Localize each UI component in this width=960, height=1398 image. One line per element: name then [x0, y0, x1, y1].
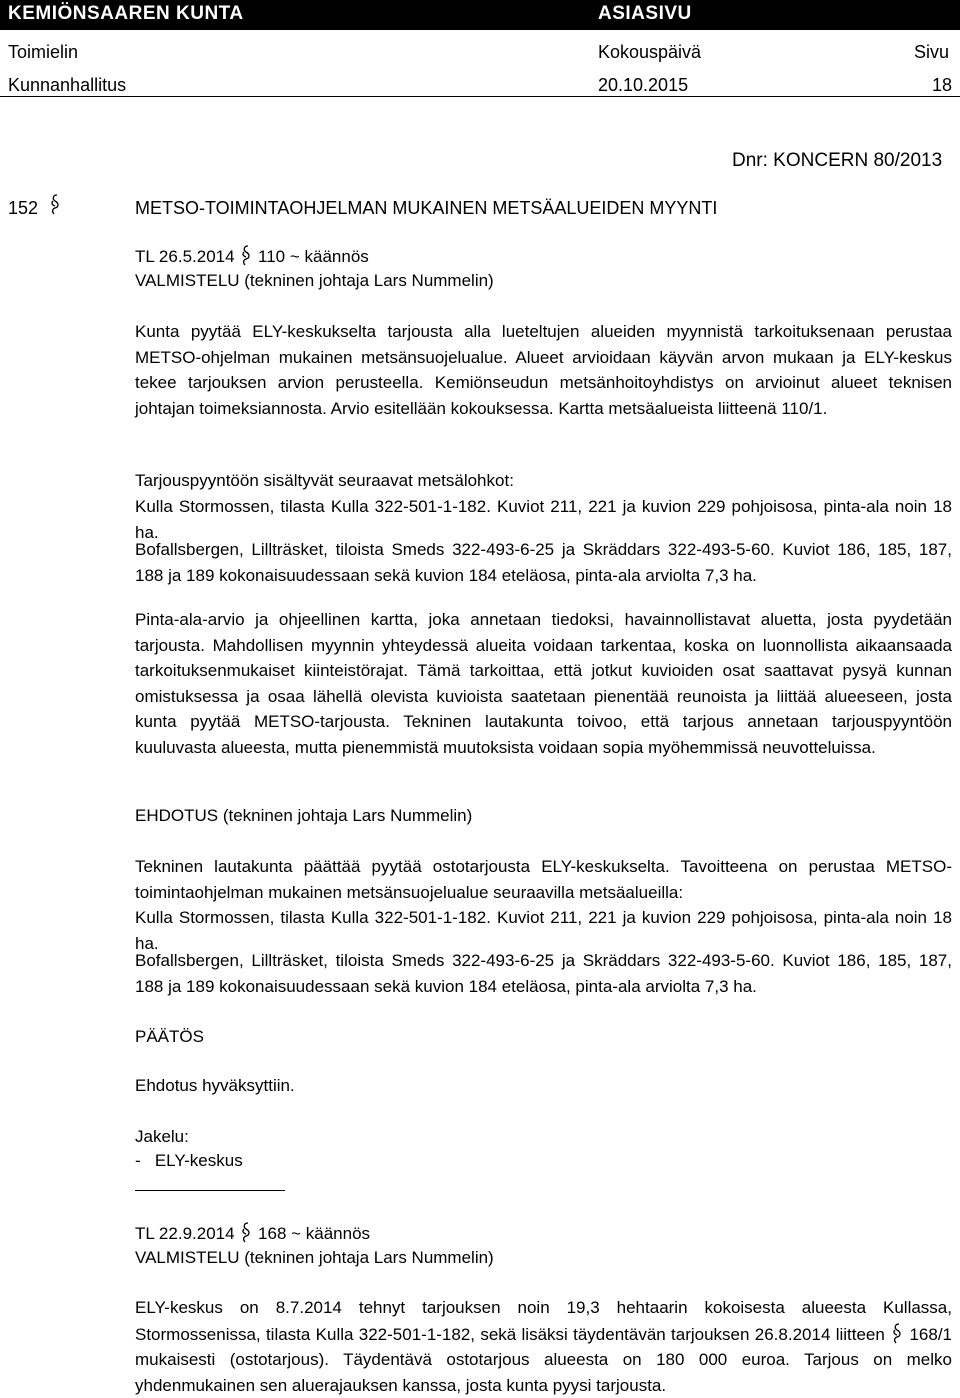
meeting-reference-1 — [135, 243, 369, 270]
area-bofallsbergen: Bofallsbergen, Lillträsket, tiloista Smeds 322-493-6-25 ja Skräddars 322-493-5-60. Kuviot 186, 185, 187, 188 ja 189 kokonaisuudessaan sekä kuvion 184 eteläosa, pinta-ala arviolta 7,3 ha. — [135, 540, 952, 585]
section-sign-icon — [241, 243, 251, 268]
distribution-label: Jakelu: — [135, 1127, 189, 1146]
section-sign-icon — [48, 192, 62, 219]
section-sign-icon — [241, 1220, 251, 1245]
reference-number: 110 ~ käännös — [258, 247, 369, 266]
proposal-text: Tekninen lautakunta päättää pyytää ostotarjousta ELY-keskukselta. Tavoitteena on perustaa METSO-toimintaohjelman mukainen metsänsuojelualue seuraavilla metsäalueilla: — [135, 857, 952, 902]
page-label: Sivu — [914, 42, 950, 62]
preparer-line: VALMISTELU (tekninen johtaja Lars Nummelin) — [135, 271, 494, 290]
offer-text-end: 168/1 mukaisesti (ostotarjous). Täydentävä ostotarjous alueesta on 180 000 euroa. Tarjous on melko yhdenmukainen sen aluerajauksen kanssa, josta kunta pyysi tarjousta. — [135, 1324, 953, 1395]
reference-date: TL 22.9.2014 — [135, 1224, 235, 1243]
dnr: Dnr: KONCERN 80/2013 — [732, 150, 943, 171]
area-bofallsbergen-proposal: Bofallsbergen, Lillträsket, tiloista Smeds 322-493-6-25 ja Skräddars 322-493-5-60. Kuviot 186, 185, 187, 188 ja 189 kokonaisuudessaan sekä kuvion 184 eteläosa, pinta-ala arviolta 7,3 ha. — [135, 951, 952, 996]
header-rule — [0, 96, 960, 97]
separator-line — [135, 1190, 285, 1191]
proposal-heading: EHDOTUS (tekninen johtaja Lars Nummelin) — [135, 806, 473, 825]
body-value: Kunnanhallitus — [8, 75, 127, 95]
item-title: METSO-TOIMINTAOHJELMAN MUKAINEN METSÄALUEIDEN MYYNTI — [135, 198, 718, 218]
paragraph-map: Pinta-ala-arvio ja ohjeellinen kartta, joka annetaan tiedoksi, havainnollistavat aluetta, josta pyydetään tarjousta. Mahdollisen myynnin yhteydessä alueita voidaan tarkentaa, koska on luonnollista aikaansaada tarkoituksenmukaiset kiinteistörajat. Tämä tarkoittaa, että jotkut kuvioiden osat saattavat pysyä kunnan omistuksessa ja osaa lähellä olevista kuvioista saatetaan pienentää reunoista ja liittää alueeseen, josta kunta pyytää METSO-tarjousta. Tekninen lautakunta toivoo, että tarjous annetaan tarjouspyyntöön kuuluvasta alueesta, mutta pienemmistä muutoksista voidaan sopia myöhemmissä neuvotteluissa. — [135, 610, 952, 757]
decision-text: Ehdotus hyväksyttiin. — [135, 1076, 295, 1095]
body-label: Toimielin — [8, 42, 79, 62]
distribution-item: - ELY-keskus — [135, 1151, 243, 1170]
date-label: Kokouspäivä — [598, 42, 702, 62]
area-kulla: Kulla Stormossen, tilasta Kulla 322-501-1-182. Kuviot 211, 221 ja kuvion 229 pohjoisosa, pinta-ala noin 18 ha. — [135, 497, 952, 542]
decision-heading: PÄÄTÖS — [135, 1027, 204, 1046]
paragraph-request: Kunta pyytää ELY-keskukselta tarjousta alla lueteltujen alueiden myynnistä tarkoituksenaan perustaa METSO-ohjelman mukainen metsänsuojelualue. Alueet arvioidaan käyvän arvon mukaan ja ELY-keskus tekee tarjouksen arvion perusteella. Kemiönseudun metsänhoitoyhdistys on arvioinut alueet teknisen johtajan toimeksiannosta. Arvio esitellään kokouksessa. Kartta metsäalueista liitteenä 110/1. — [135, 322, 952, 418]
section-sign-icon — [892, 1321, 902, 1346]
document-type: ASIASIVU — [598, 3, 692, 24]
item-number: 152 — [8, 198, 39, 218]
list-intro: Tarjouspyyntöön sisältyvät seuraavat metsälohkot: — [135, 471, 514, 490]
page-number: 18 — [932, 75, 953, 95]
meeting-reference-2 — [135, 1220, 370, 1247]
date-value: 20.10.2015 — [598, 75, 689, 95]
organization-name: KEMIÖNSAAREN KUNTA — [8, 3, 244, 24]
offer-text-start: ELY-keskus on 8.7.2014 tehnyt tarjouksen noin 19,3 hehtaarin kokoisesta alueesta Kullassa, Stormossenissa, tilasta Kulla 322-501-1-182, sekä lisäksi täydentävän tarjouksen 26.8.2014 liitteen — [135, 1298, 952, 1344]
area-kulla-proposal: Kulla Stormossen, tilasta Kulla 322-501-1-182. Kuviot 211, 221 ja kuvion 229 pohjoisosa, pinta-ala noin 18 ha. — [135, 908, 952, 953]
reference-number: 168 ~ käännös — [258, 1224, 371, 1243]
preparer-line-2: VALMISTELU (tekninen johtaja Lars Nummelin) — [135, 1248, 494, 1267]
header-bar — [0, 0, 960, 30]
reference-date: TL 26.5.2014 — [135, 247, 235, 266]
paragraph-ely-offer — [135, 1295, 952, 1398]
